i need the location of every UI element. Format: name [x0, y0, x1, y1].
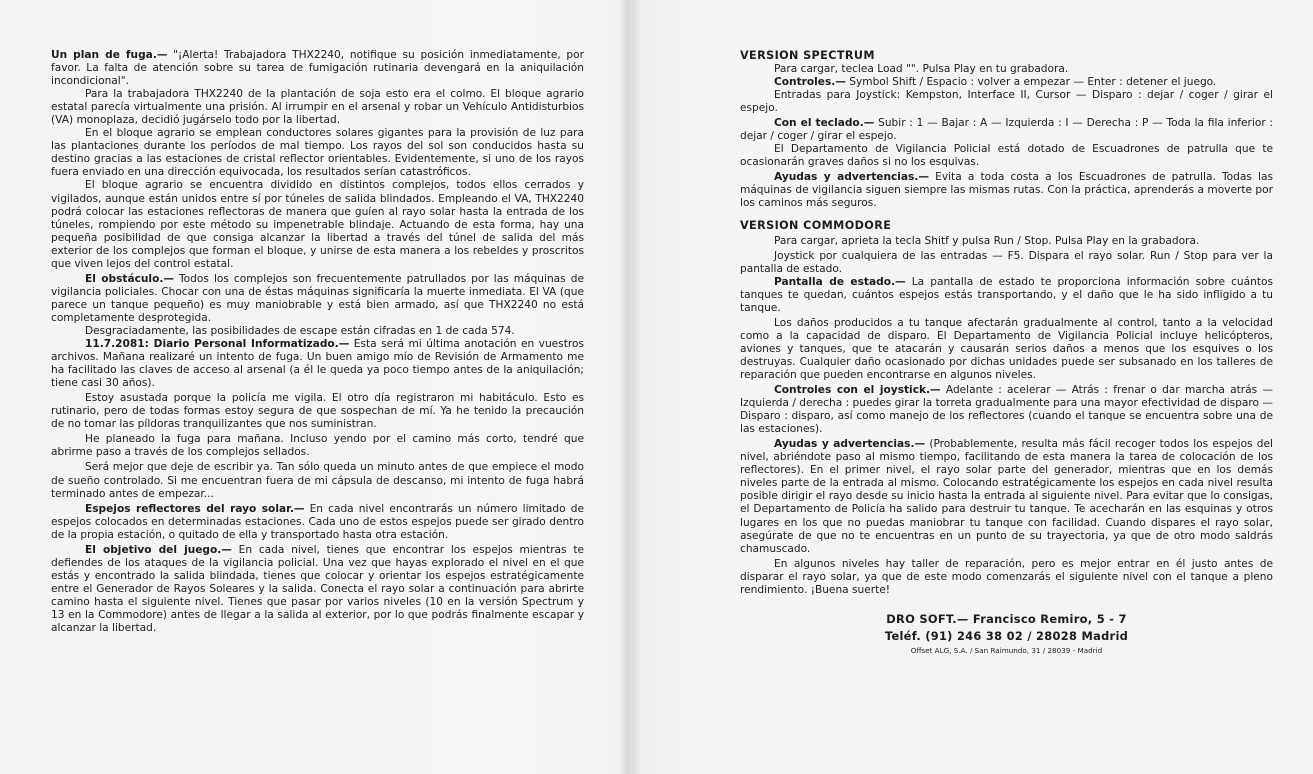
- commodore-ayudas: Ayudas y advertencias.— (Probablemente, resulta más fácil recoger todos los espejos del nivel, abriéndote paso al mismo tiempo, facilitando de esta manera la tarea de colocación de los reflectores). En el primer nivel, el rayo solar parte del generador, mientras que en los demás niveles parte de la entrada al mismo. Colocando estratégicamente los espejos en cada nivel resulta posible dirigir el rayo desde su inicio hasta la entrada al siguiente nivel. Para evitar que lo consigas, el Departamento de Policía ha salido para destruir tu tanque. Te acecharán en las esquinas y otros lugares en los que no puedas maniobrar tu tanque con facilidad. Cuando dispares el rayo solar, asegúrate de que no te encuentras en un punto de su trayectoria, ya que de otro modo saldrás chamuscado.: [740, 438, 1273, 555]
- publisher-address: DRO SOFT.— Francisco Remiro, 5 - 7: [886, 611, 1127, 626]
- left-column: [51, 49, 584, 635]
- commodore-heading: VERSION COMMODORE: [740, 219, 892, 233]
- paragraph-planeado: He planeado la fuga para mañana. Incluso yendo por el camino más corto, tendré que abrirme paso a través de los complejos sellados.: [51, 433, 584, 459]
- printer-credit: Offset ALG, S.A. / San Raimundo, 31 / 28039 - Madrid: [910, 645, 1103, 655]
- paragraph-bloque-agrario: En el bloque agrario se emplean conductores solares gigantes para la provisión de luz para las plantaciones durante los períodos de mal tiempo. Los rayos del sol son conducidos hasta su destino gracias a las estaciones de cristal reflector orientables. Evidentemente, si uno de los rayos fuera enviado en una dirección equivocada, los resultados serían catastróficos.: [51, 127, 584, 179]
- commodore-controles-joystick: Controles con el joystick.— Adelante : acelerar — Atrás : frenar o dar marcha atrás — Izquierda / derecha : puedes girar la torreta gradualmente para una mayor efectividad de disparo — Disparo : disparo, así como manejo de los reflectores (cuando el tanque se encuentra sobre una de las estaciones).: [740, 384, 1273, 436]
- page-fold: [622, 0, 632, 774]
- paragraph-trabajadora: Para la trabajadora THX2240 de la plantación de soja esto era el colmo. El bloque agrario estatal parecía virtualmente una prisión. Al irrumpir en el arsenal y robar un Vehículo Antidisturbios (VA) monoplaza, decidió jugárselo todo por la libertad.: [51, 88, 584, 127]
- spectrum-joystick: Entradas para Joystick: Kempston, Interface II, Cursor — Disparo : dejar / coger / girar el espejo.: [740, 88, 1273, 114]
- paragraph-objetivo: El objetivo del juego.— En cada nivel, tienes que encontrar los espejos mientras te defiendes de los ataques de la vigilancia policial. Una vez que hayas explorado el nivel en el que estás y encontrado la salida blindada, tienes que colocar y orientar los espejos estratégicamente entre el Generador de Rayos Soleares y la salida. Conecta el rayo solar a continuación para abrirte camino hasta el siguiente nivel. Tienes que pasar por varios niveles (10 en la versión Spectrum y 13 en la Commodore) antes de llegar a la salida al exterior, por lo que podrás finalmente escapar y alcanzar la libertad.: [51, 543, 584, 635]
- commodore-joystick: Joystick por cualquiera de las entradas — F5. Dispara el rayo solar. Run / Stop para ver la pantalla de estado.: [740, 249, 1273, 275]
- commodore-danos: Los daños producidos a tu tanque afectarán gradualmente al control, tanto a la velocidad como a la capacidad de disparo. El Departamento de Vigilancia Policial incluye helicópteros, aviones y tanques, que te atacarán y causarán serios daños a menos que los esquives o los destruyas. Cualquier daño ocasionado por dichas unidades puede ser subsanado en los talleres de reparación que pueden encontrarse en algunos niveles.: [740, 316, 1273, 381]
- paragraph-posibilidades: Desgraciadamente, las posibilidades de escape están cifradas en 1 de cada 574.: [85, 324, 515, 337]
- paragraph-obstaculo: El obstáculo.— Todos los complejos son frecuentemente patrullados por las máquinas de vigilancia policiales. Chocar con una de éstas máquinas significaría la muerte inmediata. El VA (que parece un tanque pequeño) es muy maniobrable y está bien armado, así que THX2240 no está completamente desprotegida.: [51, 272, 584, 324]
- paragraph-complejos: El bloque agrario se encuentra dividido en distintos complejos, todos ellos cerrados y vigilados, aunque están unidos entre sí por túneles de salida blindados. Empleando el VA, THX2240 podrá colocar las estaciones reflectoras de manera que guíen al rayo solar hasta la entrada de los túneles, rompiendo por este método su impenetrable blindaje. Actuando de esta forma, hay una pequeña posibilidad de que consiga alcanzar la libertad a través del túnel de salida del más exterior de los complejos que forman el bloque, y unirse de esta manera a los rebeldes y proscritos que viven lejos del control estatal.: [51, 179, 584, 270]
- paragraph-dejar-escribir: Será mejor que deje de escribir ya. Tan sólo queda un minuto antes de que empiece el modo de sueño controlado. Si me encuentran fuera de mi cápsula de descanso, mi intento de fuga habrá terminado antes de empezar...: [51, 461, 584, 500]
- spectrum-ayudas: Ayudas y advertencias.— Evita a toda costa a los Escuadrones de patrulla. Todas las máquinas de vigilancia siguen siempre las mismas rutas. Con la práctica, aprenderás a moverte por los caminos más seguros.: [740, 170, 1274, 209]
- spectrum-heading: VERSION SPECTRUM: [740, 49, 875, 62]
- commodore-pantalla: Pantalla de estado.— La pantalla de estado te proporciona información sobre cuántos tanques te quedan, cuántos espejos estás transportando, y el daño que le ha sido infligido a tu tanque.: [740, 275, 1273, 314]
- paragraph-asustada: Estoy asustada porque la policía me vigila. El otro día registraron mi habitáculo. Esto es rutinario, pero de todas formas estoy segura de que sospechan de mí. Ya he tenido la precaución de no tomar las píldoras tranquilizantes que nos suministran.: [51, 392, 584, 431]
- spectrum-teclado: Con el teclado.— Subir : 1 — Bajar : A — Izquierda : I — Derecha : P — Toda la fila inferior : dejar / coger / girar el espejo.: [740, 116, 1274, 142]
- paragraph-plan-de-fuga: Un plan de fuga.— "¡Alerta! Trabajadora THX2240, notifique su posición inmediatamente, por favor. La falta de atención sobre su tarea de fumigación rutinaria devengará en la aniquilación incondicional".: [51, 49, 584, 88]
- spectrum-departamento: El Departamento de Vigilancia Policial está dotado de Escuadrones de patrulla que te ocasionarán graves daños si no los esquivas.: [740, 142, 1273, 168]
- paragraph-espejos: Espejos reflectores del rayo solar.— En cada nivel encontrarás un número limitado de espejos colocados en determinadas estaciones. Cada uno de estos espejos puede ser girado dentro de la propia estación, o quitado de ella y transportado hasta otra estación.: [51, 502, 584, 541]
- right-column: [740, 49, 1273, 657]
- commodore-taller: En algunos niveles hay taller de reparación, pero es mejor entrar en él justo antes de disparar el rayo solar, ya que de este modo comenzarás el siguiente nivel con el tanque a pleno rendimiento. ¡Buena suerte!: [740, 557, 1273, 596]
- publisher-footer: [740, 611, 1273, 657]
- paragraph-diario: 11.7.2081: Diario Personal Informatizado.— Esta será mi última anotación en vuestros archivos. Mañana realizaré un intento de fuga. Un buen amigo mío de Revisión de Armamento me ha facilitado las claves de acceso al arsenal (a él le queda ya poco tiempo antes de la aniquilación; tiene casi 30 años).: [51, 338, 584, 390]
- publisher-phone: Teléf. (91) 246 38 02 / 28028 Madrid: [884, 628, 1129, 643]
- spectrum-cargar: Para cargar, teclea Load "". Pulsa Play en tu grabadora.: [774, 62, 1069, 75]
- spectrum-controles: Controles.— Symbol Shift / Espacio : volver a empezar — Enter : detener el juego.: [774, 75, 1217, 88]
- commodore-cargar: Para cargar, aprieta la tecla Shitf y pulsa Run / Stop. Pulsa Play en la grabadora.: [774, 234, 1200, 247]
